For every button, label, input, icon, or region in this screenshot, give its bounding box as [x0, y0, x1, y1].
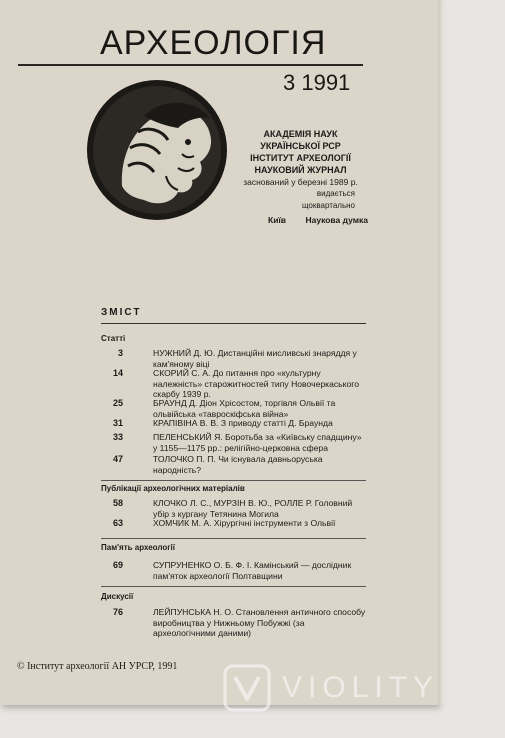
imprint-publisher: Наукова думка — [305, 215, 368, 225]
entry-text: НУЖНИЙ Д. Ю. Дистанційні мисливські знаряддя у кам'яному віці — [153, 348, 357, 369]
section-divider — [101, 480, 366, 481]
publisher-info — [238, 128, 363, 212]
entry-text: ХОМЧИК М. А. Хірургічні інструменти з Ольвії — [153, 518, 336, 528]
section-title: Статті — [101, 334, 126, 343]
frequency-line: щоквартально — [301, 201, 355, 210]
entry-text: КЛОЧКО Л. С., МУРЗІН В. Ю., РОЛЛЕ Р. Головний убір з кургану Тетянина Могила — [153, 498, 353, 519]
entry-page: 25 — [112, 398, 123, 408]
issue-number: 3 1991 — [283, 70, 351, 95]
section-divider — [101, 586, 366, 587]
contents-rule — [101, 323, 366, 324]
entry-text: КРАПІВІНА В. В. З приводу статті Д. Браунда — [153, 418, 333, 428]
entry-text: БРАУНД Д. Діон Хрісостом, торгівля Ольвії та ольвійська «тавроскіфська війна» — [153, 398, 336, 419]
section-title: Публікації археологічних матеріалів — [101, 484, 245, 493]
entry-text: СКОРИЙ С. А. До питання про «культурну належність» старожитностей типу Новочеркаського скарбу 1939 р. — [153, 368, 360, 399]
info-line: УКРАЇНСЬКОЇ РСР — [260, 141, 341, 151]
section-title: Дискусії — [101, 592, 134, 601]
entry-page: 31 — [112, 418, 123, 428]
athena-coin-emblem — [82, 76, 232, 224]
entry-page: 33 — [112, 432, 123, 442]
entry-text: ЛЕЙПУНСЬКА Н. О. Становлення античного способу виробництва у Нижньому Побужжі (за археологічними даними) — [153, 607, 366, 638]
entry-page: 3 — [117, 348, 123, 358]
journal-title: АРХЕОЛОГІЯ — [100, 24, 327, 62]
copyright-line: © Інститут археології АН УРСР, 1991 — [17, 661, 178, 672]
entry-page: 58 — [112, 498, 123, 508]
watermark — [222, 662, 492, 714]
section-title: Пам'ять археології — [101, 543, 176, 552]
violity-logo-icon — [222, 663, 272, 713]
entry-page: 47 — [112, 454, 123, 464]
title-rule — [18, 64, 363, 66]
info-line: ІНСТИТУТ АРХЕОЛОГІЇ — [250, 153, 351, 163]
info-line: НАУКОВИЙ ЖУРНАЛ — [254, 165, 347, 175]
imprint — [268, 215, 368, 225]
page-edge — [438, 0, 444, 705]
frequency-line: видається — [316, 189, 355, 198]
imprint-city: Київ — [268, 215, 287, 225]
section-divider — [101, 538, 366, 539]
entry-page: 63 — [112, 518, 123, 528]
info-line: АКАДЕМІЯ НАУК — [263, 129, 338, 139]
contents-heading: ЗМІСТ — [101, 307, 142, 318]
entry-text: СУПРУНЕНКО О. Б. Ф. І. Камінський — дослідник пам'яток археології Полтавщини — [153, 560, 352, 581]
entry-page: 76 — [112, 607, 123, 617]
founded-note: заснований у березні 1989 р. — [243, 177, 358, 187]
entry-text: ПЕЛЕНСЬКИЙ Я. Боротьба за «Київську спадщину» у 1155—1175 рр.: релігійно-церковна сфера — [153, 432, 362, 453]
entry-page: 69 — [112, 560, 123, 570]
watermark-text: VIOLITY — [282, 671, 440, 704]
entry-page: 14 — [112, 368, 123, 378]
entry-text: ТОЛОЧКО П. П. Чи існувала давньоруська народність? — [153, 454, 323, 475]
